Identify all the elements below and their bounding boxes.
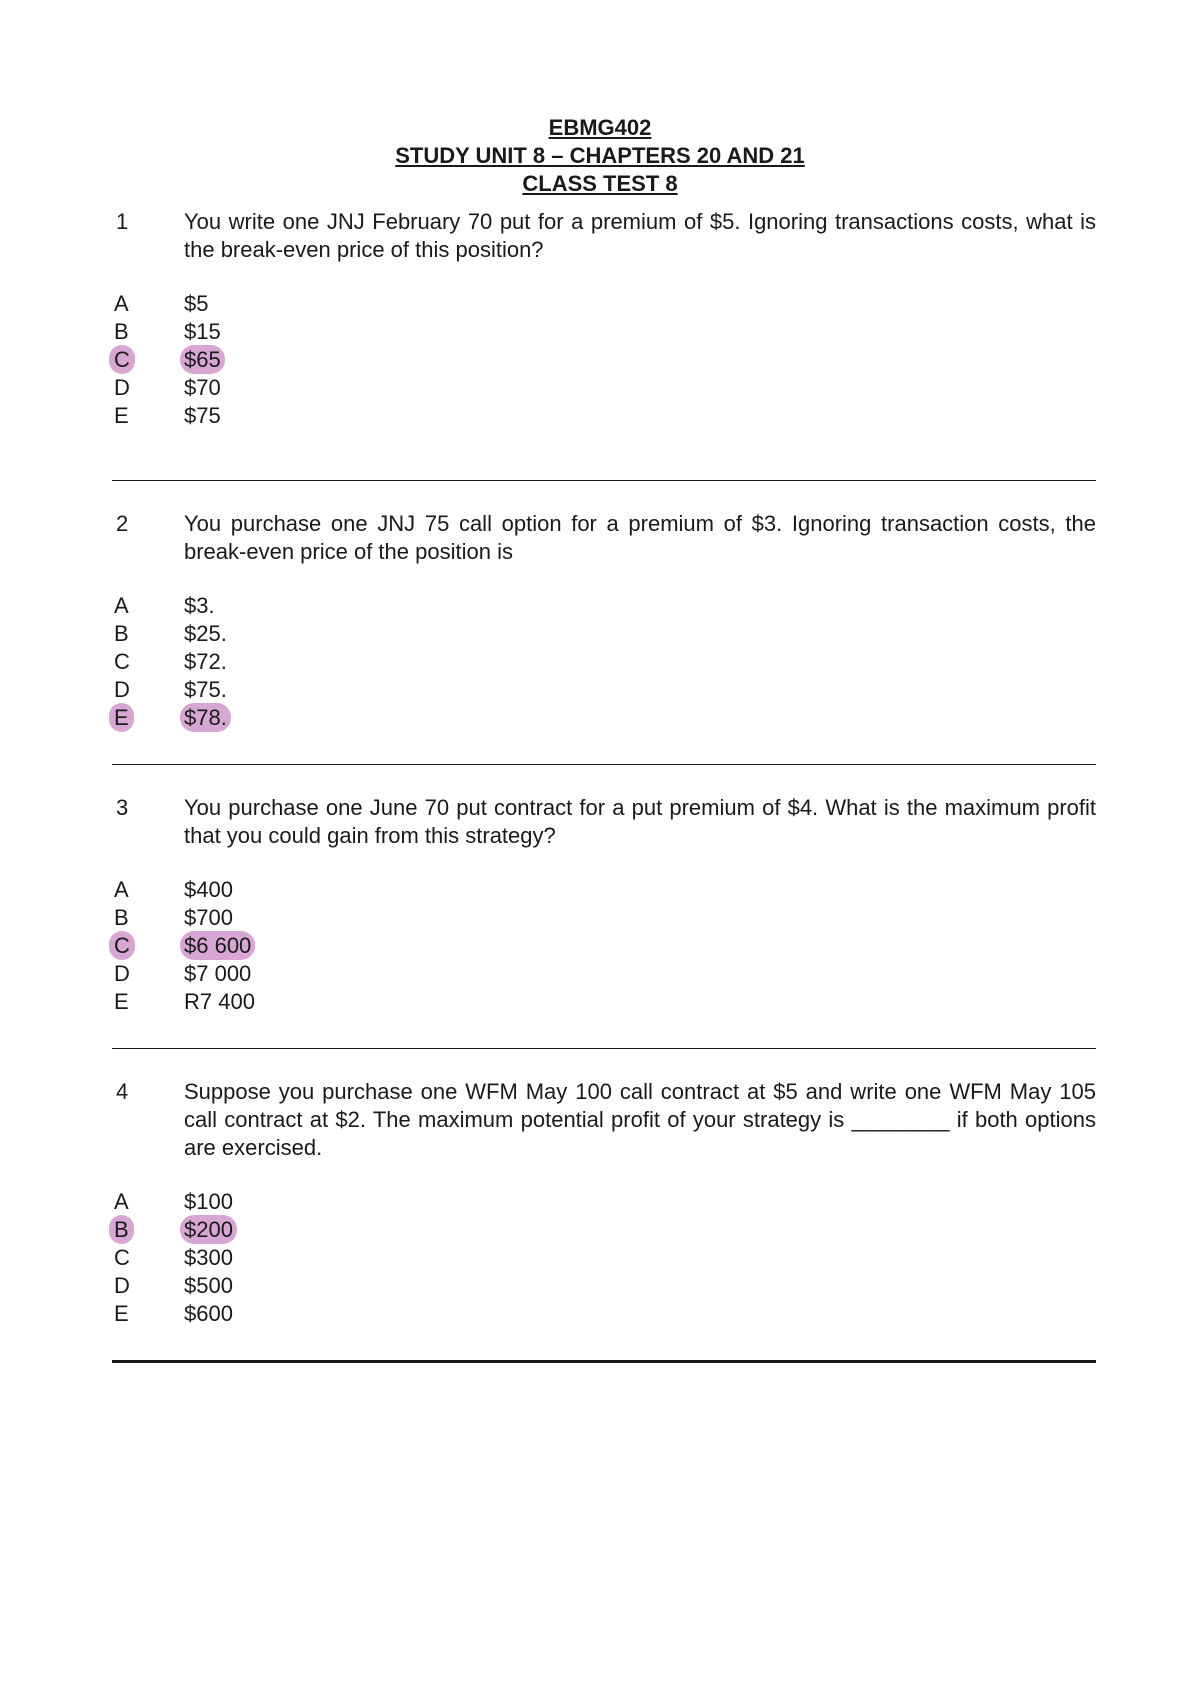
option-letter: B bbox=[114, 905, 129, 930]
question-number: 4 bbox=[116, 1079, 129, 1104]
option-value: $25. bbox=[184, 621, 227, 646]
option-value: $78. bbox=[180, 703, 231, 732]
question-text: You write one JNJ February 70 put for a premium of $5. Ignoring transactions costs, what is the break-even price of this position? bbox=[184, 209, 1096, 262]
option-b bbox=[112, 318, 1096, 346]
option-letter: E bbox=[109, 703, 134, 732]
question-4 bbox=[112, 1078, 1096, 1328]
option-d bbox=[112, 960, 1096, 988]
option-a bbox=[112, 1188, 1096, 1216]
question-divider bbox=[112, 1048, 1096, 1049]
option-letter: B bbox=[109, 1215, 134, 1244]
option-value: $75. bbox=[184, 677, 227, 702]
option-d bbox=[112, 1272, 1096, 1300]
question-1 bbox=[112, 208, 1096, 430]
option-letter: C bbox=[109, 931, 135, 960]
option-value: $6 600 bbox=[180, 931, 255, 960]
option-letter: C bbox=[114, 649, 130, 674]
option-d bbox=[112, 676, 1096, 704]
option-b bbox=[112, 904, 1096, 932]
option-value: $300 bbox=[184, 1245, 233, 1270]
option-a bbox=[112, 876, 1096, 904]
question-divider bbox=[112, 480, 1096, 481]
question-text: You purchase one June 70 put contract for a put premium of $4. What is the maximum profit that you could gain from this strategy? bbox=[184, 795, 1096, 848]
option-c-highlighted bbox=[112, 932, 1096, 960]
option-letter: B bbox=[114, 621, 129, 646]
option-letter: C bbox=[114, 1245, 130, 1270]
option-e bbox=[112, 1300, 1096, 1328]
option-letter: D bbox=[114, 1273, 130, 1298]
option-letter: D bbox=[114, 961, 130, 986]
option-letter: E bbox=[114, 1301, 129, 1326]
question-number: 3 bbox=[116, 795, 129, 820]
option-value: $75 bbox=[184, 403, 221, 428]
option-a bbox=[112, 290, 1096, 318]
option-value: R7 400 bbox=[184, 989, 255, 1014]
option-letter: B bbox=[114, 319, 129, 344]
option-c-highlighted bbox=[112, 346, 1096, 374]
option-value: $70 bbox=[184, 375, 221, 400]
question-text: You purchase one JNJ 75 call option for a premium of $3. Ignoring transaction costs, the break-even price of the position is bbox=[184, 511, 1096, 564]
course-code: EBMG402 bbox=[548, 115, 652, 140]
option-a bbox=[112, 592, 1096, 620]
option-value: $72. bbox=[184, 649, 227, 674]
option-b-highlighted bbox=[112, 1216, 1096, 1244]
option-value: $7 000 bbox=[184, 961, 252, 986]
option-letter: A bbox=[114, 593, 129, 618]
option-letter: A bbox=[114, 291, 129, 316]
option-letter: E bbox=[114, 403, 129, 428]
option-d bbox=[112, 374, 1096, 402]
option-value: $600 bbox=[184, 1301, 233, 1326]
answer-options bbox=[112, 592, 1096, 732]
option-e bbox=[112, 988, 1096, 1016]
option-c bbox=[112, 1244, 1096, 1272]
option-letter: D bbox=[114, 677, 130, 702]
option-value: $100 bbox=[184, 1189, 233, 1214]
option-value: $200 bbox=[180, 1215, 237, 1244]
option-value: $15 bbox=[184, 319, 221, 344]
answer-options bbox=[112, 1188, 1096, 1328]
option-value: $400 bbox=[184, 877, 233, 902]
answer-options bbox=[112, 290, 1096, 430]
study-unit-title: STUDY UNIT 8 – CHAPTERS 20 AND 21 bbox=[395, 143, 805, 168]
option-c bbox=[112, 648, 1096, 676]
option-value: $3. bbox=[184, 593, 215, 618]
class-test-title: CLASS TEST 8 bbox=[522, 171, 678, 196]
option-b bbox=[112, 620, 1096, 648]
end-divider bbox=[112, 1360, 1096, 1363]
question-2 bbox=[112, 510, 1096, 732]
option-value: $700 bbox=[184, 905, 233, 930]
question-divider bbox=[112, 764, 1096, 765]
option-letter: A bbox=[114, 877, 129, 902]
question-3 bbox=[112, 794, 1096, 1016]
question-text: Suppose you purchase one WFM May 100 call contract at $5 and write one WFM May 105 call contract at $2. The maximum potential profit of your strategy is ________ if both options are exercised. bbox=[184, 1079, 1096, 1160]
question-number: 1 bbox=[116, 209, 129, 234]
option-letter: E bbox=[114, 989, 129, 1014]
option-letter: A bbox=[114, 1189, 129, 1214]
option-e-highlighted bbox=[112, 704, 1096, 732]
document-header bbox=[0, 114, 1200, 198]
option-value: $500 bbox=[184, 1273, 233, 1298]
option-e bbox=[112, 402, 1096, 430]
answer-options bbox=[112, 876, 1096, 1016]
option-value: $5 bbox=[184, 291, 209, 316]
option-value: $65 bbox=[180, 345, 225, 374]
option-letter: C bbox=[109, 345, 135, 374]
option-letter: D bbox=[114, 375, 130, 400]
question-number: 2 bbox=[116, 511, 129, 536]
